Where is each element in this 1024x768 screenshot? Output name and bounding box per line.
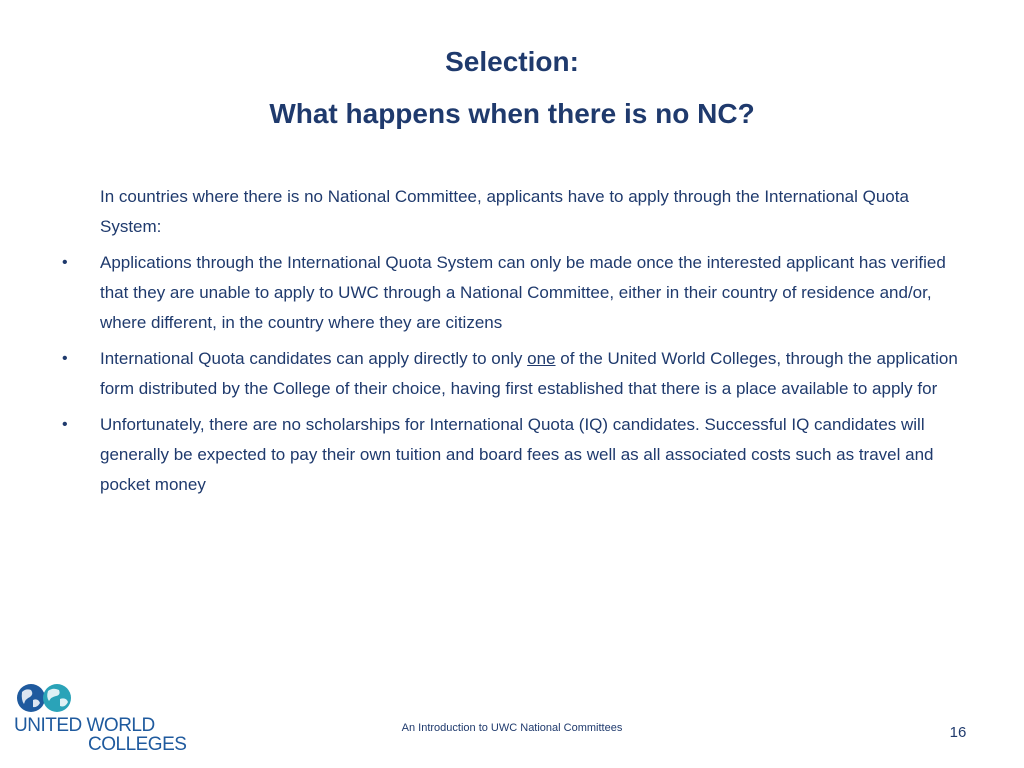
bullet-icon: • xyxy=(62,416,68,433)
slide-title xyxy=(0,42,1024,134)
intro-paragraph: In countries where there is no National Committee, applicants have to apply through the International Quota System: xyxy=(100,187,909,236)
bullet-icon: • xyxy=(62,254,68,271)
bullet-text-after: of the United World Colleges, through the application form distributed by the College of their choice, having first established that there is a place available to apply for xyxy=(100,349,958,398)
bullet-icon: • xyxy=(62,350,68,367)
bullet-list xyxy=(58,248,968,500)
bullet-text-underlined: one xyxy=(527,349,556,368)
page-number: 16 xyxy=(949,724,967,741)
bullet-item-1 xyxy=(58,248,968,338)
footer-text: An Introduction to UWC National Committees xyxy=(401,722,623,734)
bullet-text-before: International Quota candidates can apply directly to only xyxy=(100,349,528,368)
title-line-2: What happens when there is no NC? xyxy=(269,98,755,129)
logo-text-line-1: UNITED WORLD xyxy=(14,715,155,736)
logo-text-line-2: COLLEGES xyxy=(88,734,187,755)
bullet-text: Applications through the International Quota System can only be made once the interested applicant has verified that they are unable to apply to UWC through a National Committee, either in their country of residence and/or, where different, in the country where they are citizens xyxy=(100,253,946,332)
bullet-item-2 xyxy=(58,344,968,404)
bullet-text: Unfortunately, there are no scholarships for International Quota (IQ) candidates. Successful IQ candidates will generally be expected to pay their own tuition and board fees as well as all associated costs such as travel and pocket money xyxy=(100,415,934,494)
bullet-item-3 xyxy=(58,410,968,500)
two-globes-icon xyxy=(16,682,76,716)
uwc-logo xyxy=(14,680,187,756)
title-line-1: Selection: xyxy=(445,46,579,77)
slide-body xyxy=(58,182,968,506)
